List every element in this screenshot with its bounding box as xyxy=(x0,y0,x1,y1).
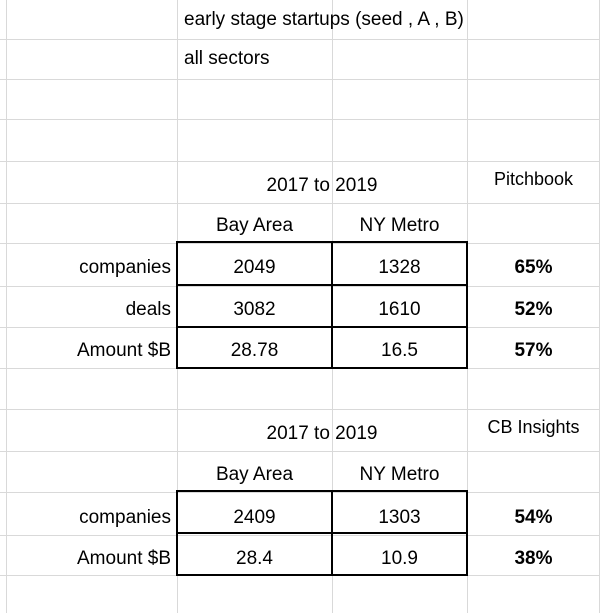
pitchbook-ratio-cell[interactable] xyxy=(467,247,600,288)
pitchbook-ny-value: 1328 xyxy=(378,256,421,278)
cbinsights-row-label-cell[interactable] xyxy=(6,538,177,579)
pitchbook-source-cell[interactable] xyxy=(467,161,600,203)
pitchbook-bay-value: 2049 xyxy=(233,256,276,278)
pitchbook-column-divider xyxy=(331,241,333,369)
sheet-title: early stage startups (seed , A , B) xyxy=(184,8,464,30)
grid-row-line xyxy=(0,119,600,120)
cbinsights-row-label-cell[interactable] xyxy=(6,497,177,538)
cbinsights-ratio: 38% xyxy=(514,547,553,569)
pitchbook-row-label: companies xyxy=(79,256,171,278)
cbinsights-ny-value: 10.9 xyxy=(381,547,418,569)
pitchbook-table-border xyxy=(176,241,468,369)
pitchbook-ny-value: 1610 xyxy=(378,298,421,320)
pitchbook-ratio: 52% xyxy=(514,298,553,320)
sheet-subtitle: all sectors xyxy=(184,48,270,69)
sheet-subtitle-cell[interactable] xyxy=(177,39,332,79)
cbinsights-source-cell[interactable] xyxy=(467,409,600,451)
pitchbook-col-ny-cell[interactable] xyxy=(332,203,467,243)
pitchbook-period-cell[interactable] xyxy=(177,161,467,203)
pitchbook-col-bay: Bay Area xyxy=(215,215,294,236)
cbinsights-ny-value: 1303 xyxy=(378,506,421,528)
pitchbook-bay-value: 28.78 xyxy=(230,339,279,361)
cbinsights-period: 2017 to 2019 xyxy=(266,423,378,444)
pitchbook-ratio: 57% xyxy=(514,339,553,361)
cbinsights-bay-value: 2409 xyxy=(233,506,276,528)
sheet-title-cell[interactable] xyxy=(177,0,600,39)
pitchbook-ratio-cell[interactable] xyxy=(467,330,600,371)
cbinsights-ratio-cell[interactable] xyxy=(467,538,600,579)
pitchbook-ratio: 65% xyxy=(514,256,553,278)
cbinsights-source-label: CB Insights xyxy=(487,417,580,437)
cbinsights-ratio-cell[interactable] xyxy=(467,497,600,538)
cbinsights-period-cell[interactable] xyxy=(177,409,467,451)
cbinsights-row-label: companies xyxy=(79,506,171,528)
pitchbook-row-label-cell[interactable] xyxy=(6,330,177,371)
cbinsights-row-divider xyxy=(176,532,468,534)
pitchbook-ny-value: 16.5 xyxy=(381,339,418,361)
pitchbook-row-label-cell[interactable] xyxy=(6,289,177,330)
pitchbook-ratio-cell[interactable] xyxy=(467,289,600,330)
pitchbook-row-label-cell[interactable] xyxy=(6,247,177,288)
pitchbook-row-label: deals xyxy=(125,298,171,320)
pitchbook-bay-value: 3082 xyxy=(233,298,276,320)
pitchbook-row-label: Amount $B xyxy=(77,339,171,361)
cbinsights-bay-value: 28.4 xyxy=(236,547,273,569)
grid-row-line xyxy=(0,79,600,80)
cbinsights-col-ny-cell[interactable] xyxy=(332,451,467,492)
pitchbook-col-ny: NY Metro xyxy=(359,215,440,236)
cbinsights-col-ny: NY Metro xyxy=(359,463,440,485)
pitchbook-row-divider xyxy=(176,326,468,328)
pitchbook-source-label: Pitchbook xyxy=(493,169,574,189)
cbinsights-col-bay-cell[interactable] xyxy=(177,451,332,492)
cbinsights-col-bay: Bay Area xyxy=(215,463,294,485)
cbinsights-row-label: Amount $B xyxy=(77,547,171,569)
pitchbook-period: 2017 to 2019 xyxy=(266,175,378,196)
pitchbook-col-bay-cell[interactable] xyxy=(177,203,332,243)
pitchbook-row-divider xyxy=(176,284,468,286)
cbinsights-ratio: 54% xyxy=(514,506,553,528)
